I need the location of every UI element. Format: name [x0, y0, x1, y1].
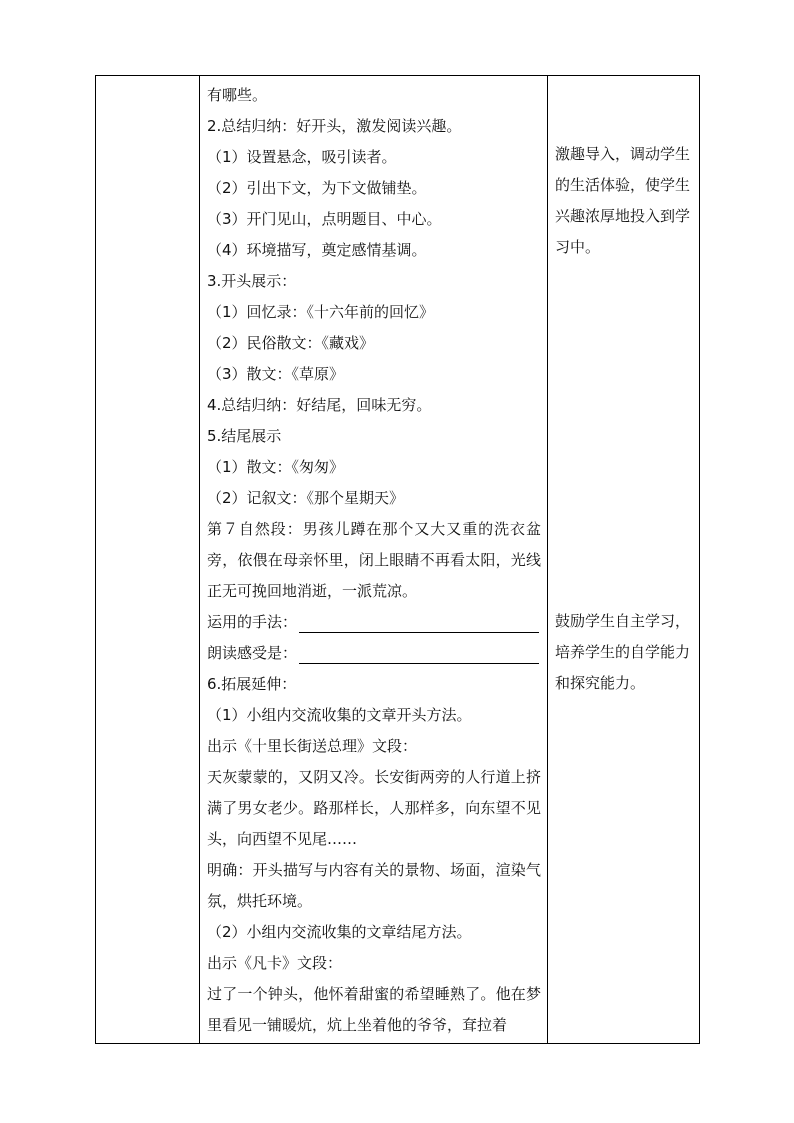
technique-label: 运用的手法： — [207, 613, 298, 631]
text-line: （2）民俗散文：《藏戏》 — [207, 334, 375, 352]
text-line: 出示《十里长街送总理》文段： — [207, 737, 418, 755]
design-note-2: 鼓励学生自主学习，培养学生的自学能力和探究能力。 — [555, 612, 691, 692]
text-line: 6.拓展延伸： — [207, 675, 297, 693]
text-line: （2）记叙文：《那个星期天》 — [207, 489, 405, 507]
teaching-process-cell — [200, 76, 548, 1044]
vanka-excerpt: 过了一个钟头，他怀着甜蜜的希望睡熟了。他在梦里看见一铺暖炕，炕上坐着他的爷爷，耷拉着 — [207, 985, 541, 1034]
clarification: 明确：开头描写与内容有关的景物、场面，渲染气氛，烘托环境。 — [207, 861, 541, 910]
technique-row — [207, 607, 541, 638]
text-line: 出示《凡卡》文段： — [207, 954, 343, 972]
text-line: （1）小组内交流收集的文章开头方法。 — [207, 706, 472, 724]
lesson-plan-table — [95, 75, 700, 1044]
stage-cell — [96, 76, 200, 1044]
feeling-row — [207, 638, 541, 669]
table-row — [96, 76, 700, 1044]
text-line: （1）回忆录：《十六年前的回忆》 — [207, 303, 435, 321]
text-line: 5.结尾展示 — [207, 427, 282, 445]
text-line: （1）设置悬念，吸引读者。 — [207, 148, 397, 166]
technique-answer-blank[interactable] — [299, 610, 539, 633]
text-line: （4）环境描写，奠定感情基调。 — [207, 241, 427, 259]
text-line: （2）小组内交流收集的文章结尾方法。 — [207, 923, 472, 941]
text-line: （2）引出下文，为下文做铺垫。 — [207, 179, 427, 197]
paragraph-7: 第７自然段：男孩儿蹲在那个又大又重的洗衣盆旁，依偎在母亲怀里，闭上眼睛不再看太阳，光线正无可挽回地消逝，一派荒凉。 — [207, 520, 541, 600]
text-line: 有哪些。 — [207, 86, 268, 104]
feeling-answer-blank[interactable] — [299, 641, 539, 664]
street-excerpt: 天灰蒙蒙的，又阴又冷。长安街两旁的人行道上挤满了男女老少。路那样长，人那样多，向东望不见头，向西望不见尾…… — [207, 768, 541, 848]
text-line: 3.开头展示： — [207, 272, 297, 290]
text-line: （3）开门见山，点明题目、中心。 — [207, 210, 442, 228]
design-note-1: 激趣导入，调动学生的生活体验，使学生兴趣浓厚地投入到学习中。 — [555, 145, 691, 256]
text-line: （3）散文：《草原》 — [207, 365, 345, 383]
text-line: 4.总结归纳：好结尾，回味无穷。 — [207, 396, 432, 414]
text-line: （1）散文：《匆匆》 — [207, 458, 345, 476]
text-line: 2.总结归纳：好开头，激发阅读兴趣。 — [207, 117, 462, 135]
feeling-label: 朗读感受是： — [207, 644, 298, 662]
design-intent-cell — [548, 76, 700, 1044]
